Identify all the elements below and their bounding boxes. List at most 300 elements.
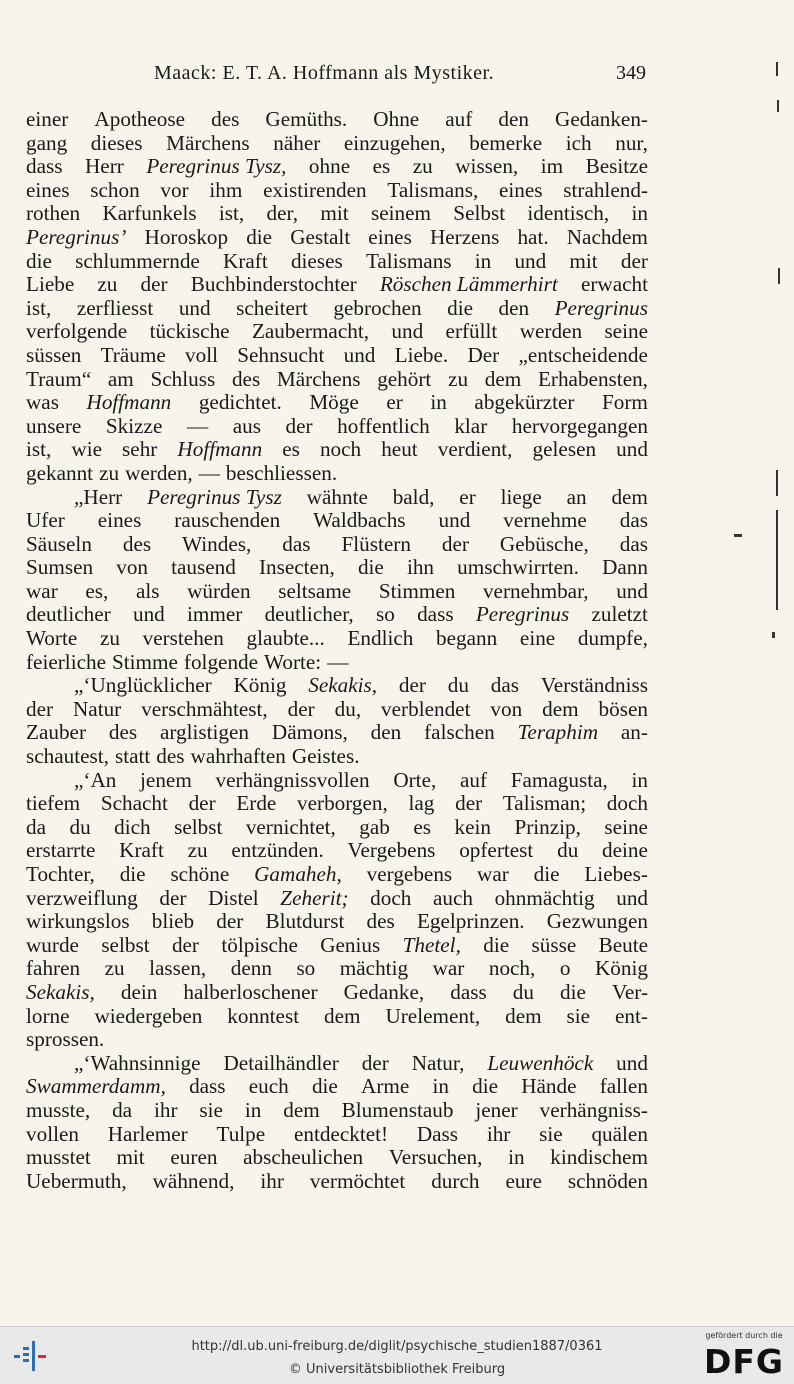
word: Worte: (264, 649, 322, 674)
word: eines (26, 177, 70, 202)
word: hervorgegangen (511, 413, 648, 438)
word: die (119, 862, 146, 886)
word: der (361, 1050, 389, 1075)
word: du (447, 673, 469, 698)
word: beschliessen. (225, 460, 338, 485)
word: Talisman; (502, 791, 587, 816)
word: an- (620, 720, 648, 745)
word: Horoskop (144, 224, 229, 249)
word: Blumenstaub (341, 1097, 454, 1122)
word: immer (187, 602, 243, 627)
word: Nachdem (566, 224, 648, 249)
word: dass (417, 602, 454, 627)
word: mit (320, 201, 349, 226)
word: Prinzip, (514, 814, 581, 839)
word: die (533, 862, 560, 886)
word: umschwirrten. (457, 555, 579, 580)
word: Versuchen, (388, 1145, 483, 1170)
emphasized-word: Teraphim (517, 720, 599, 745)
word: den (498, 107, 529, 131)
word: ist, (218, 201, 245, 226)
word: lassen, (149, 956, 207, 981)
word: tausend (171, 555, 236, 580)
word: des (211, 107, 240, 131)
dfg-logo-icon: DFG (703, 1342, 785, 1381)
text-line (26, 320, 648, 344)
word: zu (99, 460, 120, 485)
word: da (26, 814, 46, 839)
word: und (616, 437, 648, 462)
word: eine (519, 626, 556, 651)
word: die (560, 979, 586, 1004)
word: ohnmächtig (494, 885, 595, 910)
word: Sehnsucht (237, 342, 325, 367)
word: quälen (591, 1121, 648, 1146)
word: Egelprinzen. (416, 909, 525, 934)
word: verborgen, (297, 791, 388, 816)
word: in (631, 767, 648, 792)
word: entdecktet! (293, 1121, 389, 1146)
word: die (246, 224, 273, 249)
running-title: Maack: E. T. A. Hoffmann als Mystiker. (154, 62, 495, 84)
word: gebrochen (333, 295, 422, 320)
word: Distel (208, 885, 259, 910)
word: begann (436, 626, 498, 651)
word: Windes, (182, 531, 252, 556)
word: es (372, 154, 391, 179)
word: dass (450, 979, 487, 1004)
word: und (132, 602, 165, 627)
word: folgende (183, 649, 259, 674)
emphasized-word: Peregrinus Tysz (147, 484, 282, 509)
emphasized-word: Sekakis, (308, 673, 378, 698)
word: verhängnissvollen (215, 767, 370, 792)
text-line (26, 108, 648, 132)
emphasized-word: Leuwenhöck (487, 1050, 594, 1075)
word: erstarrte (26, 838, 96, 863)
word: das (282, 531, 311, 556)
word: wirkungslos (26, 909, 130, 934)
word: Arme (361, 1074, 410, 1099)
text-line (26, 273, 648, 297)
word: ihn (406, 555, 435, 580)
word: bemerke (469, 130, 543, 155)
word: der (26, 696, 54, 721)
word: verblendet (381, 696, 471, 721)
word: Uebermuth, (26, 1168, 127, 1193)
word: von (116, 555, 148, 580)
word: es (282, 437, 300, 462)
emphasized-word: Peregrinus’ (26, 224, 127, 249)
word: eines (368, 224, 412, 249)
word: — (327, 649, 349, 674)
text-line (26, 981, 648, 1005)
scan-edge-mark (776, 470, 778, 496)
word: Gemüths. (265, 107, 348, 131)
word: doch (370, 885, 412, 910)
word: Urelement, (385, 1003, 481, 1028)
text-line (26, 651, 648, 675)
word: tölpische (221, 932, 298, 957)
word: nur, (615, 130, 648, 155)
word: einzugehen, (343, 130, 446, 155)
word: selbst (174, 814, 223, 839)
word: halberloschener (183, 979, 318, 1004)
word: Skizze (105, 413, 163, 438)
word: Stimmen (378, 578, 456, 603)
word: wissen, (455, 154, 519, 179)
word: unsere (26, 413, 82, 438)
word: an (566, 484, 587, 509)
text-line (26, 1028, 648, 1052)
word: der (216, 909, 244, 934)
funder-block (700, 1331, 788, 1381)
word: wurde (26, 932, 79, 957)
scan-edge-mark (776, 510, 778, 610)
word: Tulpe (216, 1121, 266, 1146)
word: vollen (26, 1121, 79, 1146)
body-text (26, 108, 648, 1193)
word: selbst (101, 932, 150, 957)
text-line (26, 297, 648, 321)
word: des (366, 909, 395, 934)
scan-edge-mark (734, 534, 742, 537)
word: durch (431, 1168, 480, 1193)
text-line (26, 556, 648, 580)
text-line (26, 887, 648, 911)
word: jener (475, 1097, 518, 1122)
scan-edge-mark (772, 632, 775, 638)
text-line (26, 462, 648, 486)
word: blieb (151, 909, 195, 934)
word: wie (71, 437, 102, 462)
text-line (26, 391, 648, 415)
text-line (26, 415, 648, 439)
word: Detailhändler (223, 1050, 339, 1075)
word: verstehen (142, 626, 224, 651)
word: eines (498, 177, 543, 202)
word: du (557, 838, 579, 863)
word: Gezwungen (546, 909, 648, 934)
text-line (26, 226, 648, 250)
word: wähnend, (152, 1168, 235, 1193)
word: gab (359, 814, 390, 839)
word: die (472, 1074, 499, 1099)
scan-edge-mark (778, 268, 780, 284)
emphasized-word: Peregrinus (554, 295, 648, 320)
word: Stimme (111, 649, 178, 674)
word: vernehmbar, (482, 578, 589, 603)
word: schöne (170, 862, 230, 886)
word: das (619, 508, 648, 533)
text-line (26, 486, 648, 510)
word: noch, (488, 956, 536, 981)
word: in (244, 1097, 262, 1122)
word: den (370, 720, 402, 745)
word: Blutdurst (265, 909, 345, 934)
word: noch (319, 437, 362, 462)
word: Beute (598, 932, 648, 957)
word: Möge (309, 390, 359, 415)
word: zu (97, 272, 118, 297)
word: verzweiflung (26, 885, 138, 910)
word: eure (505, 1168, 542, 1193)
word: zu (448, 366, 469, 391)
word: was (26, 390, 59, 415)
word: rauschenden (174, 508, 281, 533)
word: sprossen. (26, 1027, 105, 1052)
word: bald, (392, 484, 435, 509)
text-line (26, 533, 648, 557)
word: euch (248, 1074, 289, 1099)
word: und (616, 885, 648, 910)
word: Gedanken- (555, 107, 648, 131)
word: es (413, 814, 432, 839)
word: existirenden (263, 177, 367, 202)
word: Sumsen (26, 555, 94, 580)
word: arglistigen (159, 720, 250, 745)
word: Harlemer (107, 1121, 188, 1146)
text-line (26, 816, 648, 840)
word: statt (114, 744, 151, 769)
word: bösen (598, 696, 648, 721)
word: Orte, (393, 767, 437, 792)
word: Schluss (150, 366, 216, 391)
word: Erde (236, 791, 277, 816)
word: fallen (599, 1074, 648, 1099)
word: o (559, 956, 571, 981)
word: dem (505, 1003, 542, 1028)
word: Ohne (373, 107, 420, 131)
source-url[interactable]: http://dl.ub.uni-freiburg.de/diglit/psychische_studien1887/0361 (191, 1339, 603, 1354)
word: Zaubermacht, (251, 319, 370, 344)
word: schlummernde (75, 248, 200, 273)
word: die (357, 555, 384, 580)
word: voll (185, 342, 218, 367)
word: Schacht (100, 791, 168, 816)
word: identisch, (527, 201, 610, 226)
word: Herzens (429, 224, 500, 249)
word: Buchbinderstochter (190, 272, 357, 297)
word: gang (26, 130, 68, 155)
word: ihm (209, 177, 243, 202)
word: „‘Wahnsinnige (74, 1050, 201, 1075)
word: Famagusta, (510, 767, 608, 792)
copyright-notice: © Universitätsbibliothek Freiburg (288, 1362, 506, 1377)
word: da (112, 1097, 133, 1122)
text-line (26, 769, 648, 793)
emphasized-word: Sekakis, (26, 979, 95, 1004)
word: „‘Unglücklicher (74, 673, 212, 698)
word: denn (230, 956, 272, 981)
word: Herr (85, 154, 124, 179)
word: König (233, 673, 287, 698)
word: im (540, 154, 564, 179)
word: des (231, 366, 261, 391)
emphasized-word: Peregrinus (475, 602, 570, 627)
word: die (311, 1074, 338, 1099)
word: kindischem (550, 1145, 648, 1170)
word: in (474, 248, 492, 273)
word: ich (565, 130, 592, 155)
word: des (156, 744, 185, 769)
word: schon (90, 177, 140, 202)
word: erfüllt (445, 319, 498, 344)
word: tiefem (26, 791, 81, 816)
word: Der (467, 342, 500, 367)
word: ist, (26, 437, 52, 462)
word: Erhabensten, (537, 366, 648, 391)
word: klar (454, 413, 488, 438)
word: König (594, 956, 648, 981)
word: zuletzt (591, 602, 648, 627)
word: fahren (26, 956, 81, 981)
word: Liebes- (584, 862, 648, 886)
word: in (432, 1074, 449, 1099)
word: der (398, 673, 426, 698)
word: Ufer (26, 508, 65, 533)
word: Kraft (119, 838, 164, 863)
word: vor (160, 177, 189, 202)
word: vernehme (503, 508, 587, 533)
text-line (26, 792, 648, 816)
word: dem (283, 1097, 320, 1122)
word: heut (381, 437, 418, 462)
word: doch (606, 791, 648, 816)
word: mit (116, 1145, 145, 1170)
text-line (26, 910, 648, 934)
word: die (447, 295, 474, 320)
word: mächtig (339, 956, 409, 981)
word: Zauber (26, 720, 86, 745)
word: war (477, 862, 509, 886)
word: — (186, 413, 209, 438)
word: aus (232, 413, 261, 438)
emphasized-word: Röschen Lämmerhirt (379, 272, 558, 297)
word: zu (104, 956, 125, 981)
word: in (430, 390, 447, 415)
word: dein (120, 979, 158, 1004)
word: abscheulichen (243, 1145, 364, 1170)
word: deine (602, 838, 648, 863)
word: strahlend- (563, 177, 648, 202)
word: seine (604, 319, 648, 344)
word: dem (611, 484, 648, 509)
word: Träume (100, 342, 166, 367)
word: Säuseln (26, 531, 92, 556)
word: ihr (260, 1168, 284, 1193)
word: Insecten, (258, 555, 335, 580)
text-line (26, 1123, 648, 1147)
word: auch (432, 885, 473, 910)
word: feierliche (26, 649, 106, 674)
word: die (483, 932, 510, 957)
word: ihr (153, 1097, 178, 1122)
word: der (620, 248, 648, 273)
word: in (508, 1145, 525, 1170)
word: war (26, 578, 58, 603)
page-header (26, 62, 648, 92)
word: seine (604, 814, 648, 839)
viewer-footer (0, 1326, 794, 1384)
word: Dämons, (271, 720, 348, 745)
word: Geistes. (291, 744, 360, 769)
text-line (26, 863, 648, 887)
word: der (171, 932, 199, 957)
word: werden (519, 319, 583, 344)
text-line (26, 957, 648, 981)
word: die (26, 248, 52, 273)
word: verschmähtest, (141, 696, 268, 721)
text-line (26, 839, 648, 863)
word: Kraft (223, 248, 268, 273)
word: du (512, 979, 534, 1004)
text-line (26, 721, 648, 745)
text-line (26, 1099, 648, 1123)
text-line (26, 698, 648, 722)
word: dem (542, 696, 579, 721)
word: verfolgende (26, 319, 128, 344)
word: vermöchtet (309, 1168, 406, 1193)
word: war (432, 956, 465, 981)
word: wähnte (306, 484, 368, 509)
word: dem (324, 1003, 361, 1028)
word: der (159, 885, 187, 910)
word: und (391, 319, 424, 344)
word: in (631, 201, 648, 226)
word: dem (484, 366, 522, 391)
word: erwacht (580, 272, 648, 297)
word: Tochter, (26, 862, 95, 886)
text-line (26, 1005, 648, 1029)
word: ohne (308, 154, 351, 179)
word: deutlicher, (264, 602, 354, 627)
text-line (26, 179, 648, 203)
word: würden (187, 578, 251, 603)
word: als (135, 578, 160, 603)
word: dumpfe, (577, 626, 648, 651)
word: dass (26, 154, 63, 179)
text-line (26, 603, 648, 627)
text-line (26, 344, 648, 368)
text-line (26, 1075, 648, 1099)
word: scheitert (236, 295, 308, 320)
emphasized-word: Gamaheh, (254, 862, 342, 886)
word: lorne (26, 1003, 70, 1028)
word: Gedanke, (343, 979, 425, 1004)
word: ist, (26, 295, 52, 320)
word: dich (114, 814, 151, 839)
word: musste, (26, 1097, 91, 1122)
word: Form (601, 390, 648, 415)
word: der, (266, 201, 299, 226)
word: gekannt (26, 460, 94, 485)
funding-caption: gefördert durch die (705, 1331, 783, 1340)
word: verdient, (437, 437, 513, 462)
word: dieses (90, 130, 143, 155)
word: es, (85, 578, 109, 603)
word: Genius (320, 932, 381, 957)
word: wiedergeben (94, 1003, 203, 1028)
word: Märchens (166, 130, 250, 155)
word: du (69, 814, 91, 839)
word: Gebüsche, (499, 531, 589, 556)
word: schautest, (26, 744, 109, 769)
text-line (26, 202, 648, 226)
word: hoffentlich (337, 413, 430, 438)
word: und (514, 248, 547, 273)
word: und (343, 342, 376, 367)
